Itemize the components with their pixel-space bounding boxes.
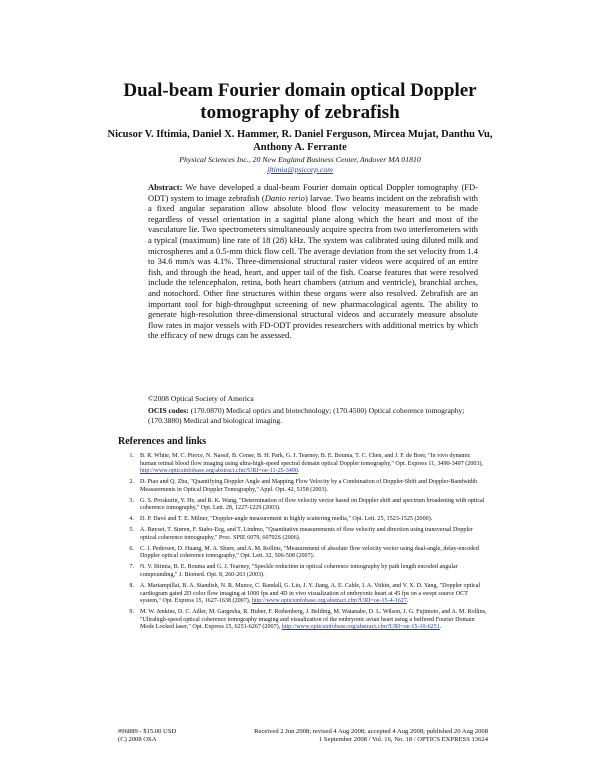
title-line-2: tomography of zebrafish xyxy=(200,102,400,123)
reference-number: 8. xyxy=(129,583,134,590)
reference-number: 5. xyxy=(129,527,134,534)
reference-trailing: . xyxy=(297,468,300,475)
reference-list xyxy=(118,453,488,635)
reference-text xyxy=(140,453,488,476)
reference-trailing: . xyxy=(439,624,442,631)
author-list xyxy=(80,128,520,154)
footer-dates: Received 2 Jun 2008; revised 4 Aug 2008; accepted 4 Aug 2008; published 20 Aug 2008 xyxy=(254,728,488,735)
abstract-text-2: ) larvae. Two beams incident on the zebrafish with a fixed angular separation allow absolute blood flow velocity measurement to be made regardless of vessel orientation in a sagittal plane along which the heart and most of the vasculature lie. Two spectrometers simultaneously acquire spectra from two interferometers with a typical (maximum) line rate of 18 (28) kHz. The system was calibrated using diluted milk and microspheres and a 0.5-mm thick flow cell. The average deviation from the set velocity from 1.4 to 34.6 mm/s was 4.1%. Three-dimensional structural raster videos were acquired of an entire fish, and through the head, heart, and upper tail of the fish. Coarse features that were resolved include the telencephalon, retina, both heart chambers (atrium and ventricle), branchial arches, and notochord. Other fine structures within these organs were also resolved. Zebrafish are an important tool for high-throughput screening of new pharmacological agents. The ability to generate high-resolution three-dimensional structural videos and accurately measure absolute flow rates in major vessels with FD-ODT provides researchers with additional metrics by which the efficacy of new drugs can be assessed. xyxy=(148,192,479,341)
footer-citation: 1 September 2008 / Vol. 16, No. 18 / OPTICS EXPRESS 13624 xyxy=(318,736,488,744)
reference-text xyxy=(140,609,488,632)
reference-item xyxy=(118,609,488,632)
reference-text xyxy=(140,583,488,606)
reference-number: 7. xyxy=(129,564,134,571)
reference-text xyxy=(140,564,488,579)
reference-item xyxy=(118,498,488,513)
reference-link[interactable]: http://www.opticsinfobase.org/abstract.cfm?URI=oe-15-10-6251 xyxy=(281,624,440,631)
reference-body: G. S. Proskurin, Y. He, and R. K. Wang, "Determination of flow velocity vector based on Doppler shift and spectrum broadening with optical coherence tomography," Opt. Lett. 28, 1227-1229 (2003). xyxy=(140,497,485,512)
reference-number: 2. xyxy=(129,479,134,486)
reference-body: D. Piao and Q. Zhu, "Quantifying Doppler Angle and Mapping Flow Velocity by a Combination of Doppler-Shift and Doppler-Bandwidth Measurements in Optical Doppler Tomography," Appl. Opt. 42, 5158 (2003). xyxy=(140,479,478,493)
ocis-text: (170.0870) Medical optics and biotechnology; (170.4500) Optical coherence tomography; (170.3880) Medical and biological imaging. xyxy=(148,406,465,425)
reference-body: C. J. Pedersen, D. Huang, M. A. Shure, and A. M. Rollins, "Measurement of absolute flow velocity vector using dual-angle, delay-encoded Doppler optical coherence tomography," Opt. Lett. 32, 506-508 (2007). xyxy=(140,545,479,560)
reference-item xyxy=(118,527,488,542)
ocis-codes xyxy=(148,406,478,425)
abstract-text-1: We have developed a dual-beam Fourier domain optical Doppler tomography (FD-ODT) system to image zebrafish ( xyxy=(148,182,478,203)
reference-body: A. Mariampillai, B. A. Standish, N. R. Munce, C. Randall, G. Liu, J. Y. Jiang, A. E. Cable, I. A. Vitkin, and V. X. D. Yang, "Doppler optical cardiogram gated 2D color flow imaging at 1000 fps and 4D in vivo visualization of embryonic heart at 45 fps on a swept source OCT system," Opt. Express 15, 1627-1638 (2007), xyxy=(140,583,481,605)
abstract-label: Abstract: xyxy=(148,182,183,192)
reference-item xyxy=(118,453,488,476)
page-footer xyxy=(118,728,488,745)
reference-text xyxy=(140,516,488,524)
reference-trailing: . xyxy=(406,598,409,605)
reference-item xyxy=(118,564,488,579)
references-heading: References and links xyxy=(118,436,207,447)
ocis-label: OCIS codes: xyxy=(148,406,189,415)
paper-title xyxy=(60,80,540,124)
reference-body: N. V. Iftimia, B. E. Bouma and G. J. Tearney, "Speckle reduction in optical coherence tomography by path length encoded angular compounding," J. Biomed. Opt. 8, 260-263 (2003). xyxy=(140,564,458,579)
copyright-notice: ©2008 Optical Society of America xyxy=(148,394,254,403)
reference-text xyxy=(140,479,488,494)
reference-body: B. R. White, M. C. Pierce, N. Nassif, B. Cense, B. H. Park, G. J. Tearney, B. E. Bouma, T. C. Chen, and J. F. de Boer, "In vivo dynamic human retinal blood flow imaging using ultra-high-speed spectral domain optical Doppler tomography," Opt. Express 11, 3490-3497 (2003), xyxy=(140,453,484,467)
footer-copyright: (C) 2008 OSA xyxy=(118,736,157,744)
authors-line-2: Anthony A. Ferrante xyxy=(253,142,347,153)
reference-body: A. Røyset, T. Støren, F. Stabo-Eeg, and T. Lindmo, "Quantitative measurements of flow velocity and direction using transversal Doppler optical coherence tomography," Proc. SPIE 6079, 60792S (2006). xyxy=(140,527,473,541)
reference-number: 3. xyxy=(129,497,134,504)
reference-body: D. P. Davé and T. E. Milner, "Doppler-angle measurement in highly scattering media," Opt. Lett. 25, 1523-1525 (2000). xyxy=(140,516,433,523)
abstract xyxy=(148,182,478,341)
reference-item xyxy=(118,479,488,494)
authors-line-1: Nicusor V. Iftimia, Daniel X. Hammer, R. Daniel Ferguson, Mircea Mujat, Danthu Vu, xyxy=(107,129,493,140)
reference-number: 6. xyxy=(129,545,134,552)
affiliation: Physical Sciences Inc., 20 New England Business Center, Andover MA 01810 xyxy=(179,155,421,164)
reference-item xyxy=(118,516,488,524)
reference-body: M. W. Jenkins, D. C. Adler, M. Gargesha, R. Huber, F. Rothenberg, J. Belding, M. Watanabe, D. L. Wilson, J. G. Fujimoto, and A. M. Rollins, "Ultrahigh-speed optical coherence tomography imaging and visualization of the embryonic avian heart using a buffered Fourier Domain Mode Locked laser," Opt. Express 15, 6251-6267 (2007), xyxy=(140,609,487,631)
reference-item xyxy=(118,583,488,606)
author-email-link[interactable]: iftimia@psicorp.com xyxy=(267,165,333,174)
reference-text xyxy=(140,527,488,542)
reference-number: 4. xyxy=(129,516,134,523)
affiliation-block xyxy=(80,155,520,175)
abstract-species: Danio rerio xyxy=(264,192,305,203)
reference-text xyxy=(140,546,488,561)
footer-manuscript-id: #96889 - $15.00 USD xyxy=(118,728,177,735)
reference-number: 1. xyxy=(129,453,134,459)
title-line-1: Dual-beam Fourier domain optical Doppler xyxy=(123,80,477,101)
reference-item xyxy=(118,546,488,561)
reference-link[interactable]: http://www.opticsinfobase.org/abstract.cfm?URI=oe-11-25-3490 xyxy=(140,468,298,475)
reference-number: 9. xyxy=(129,609,134,616)
reference-text xyxy=(140,498,488,513)
reference-link[interactable]: http://www.opticsinfobase.org/abstract.cfm?URI=oe-15-4-1627 xyxy=(251,598,407,605)
